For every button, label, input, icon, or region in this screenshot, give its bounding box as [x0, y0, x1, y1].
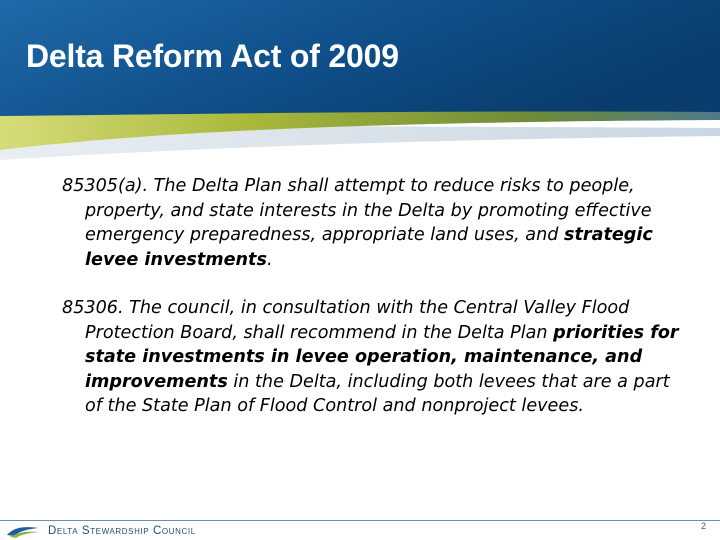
body-paragraph: [62, 296, 682, 419]
footer-divider: [0, 520, 720, 521]
paragraph-text: .: [266, 249, 273, 270]
slide-body: [62, 174, 682, 419]
delta-stewardship-logo-icon: [6, 524, 40, 538]
emphasized-text: strategic levee investments: [85, 225, 653, 270]
organization-name: Delta Stewardship Council: [48, 525, 196, 537]
paragraph-text: 85305(a). The Delta Plan shall attempt to reduce risks to people, property, and state interests in the Delta by promoting effective emergency preparedness, appropriate land uses, and: [62, 176, 652, 245]
paragraph-text: in the Delta, including both levees that are a part of the State Plan of Flood Control and nonproject levees.: [85, 371, 670, 416]
paragraph-text: 85306. The council, in consultation with the Central Valley Flood Protection Board, shall recommend in the Delta Plan: [62, 298, 630, 343]
body-paragraph: [62, 174, 682, 272]
header-banner: [0, 0, 720, 160]
page-number: 2: [700, 521, 706, 531]
slide-title: Delta Reform Act of 2009: [26, 38, 399, 74]
footer-logo: [6, 524, 196, 538]
emphasized-text: priorities for state investments in levee operation, maintenance, and improvements: [85, 322, 679, 392]
